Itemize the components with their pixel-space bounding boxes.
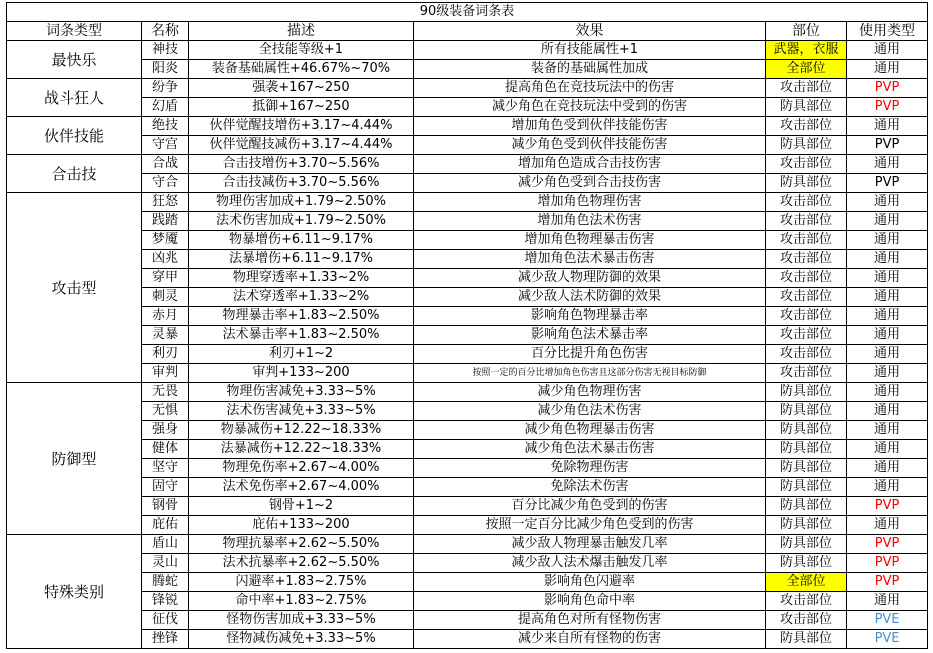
name-cell[interactable]: 守合 [142, 174, 189, 193]
use-type-cell[interactable]: 通用 [847, 307, 928, 326]
table-row [7, 117, 928, 136]
use-type-cell[interactable]: 通用 [847, 269, 928, 288]
effect-cell[interactable]: 免除物理伤害 [414, 459, 766, 478]
use-type-cell[interactable]: 通用 [847, 402, 928, 421]
slot-cell[interactable]: 防具部位 [766, 421, 847, 440]
slot-cell[interactable]: 攻击部位 [766, 345, 847, 364]
description-cell[interactable]: 钢骨+1~2 [189, 497, 414, 516]
use-type-cell[interactable]: 通用 [847, 155, 928, 174]
slot-cell[interactable]: 全部位 [766, 60, 847, 79]
effect-cell[interactable]: 增加角色物理伤害 [414, 193, 766, 212]
description-cell[interactable]: 法暴增伤+6.11~9.17% [189, 250, 414, 269]
use-type-cell[interactable]: 通用 [847, 212, 928, 231]
name-cell[interactable]: 征伐 [142, 611, 189, 630]
table-row [7, 440, 928, 459]
table-row [7, 193, 928, 212]
table-row [7, 402, 928, 421]
effect-cell[interactable]: 提高角色在竞技玩法中的伤害 [414, 79, 766, 98]
description-cell[interactable]: 物暴增伤+6.11~9.17% [189, 231, 414, 250]
name-cell[interactable]: 梦魇 [142, 231, 189, 250]
name-cell[interactable]: 合战 [142, 155, 189, 174]
description-cell[interactable]: 装备基础属性+46.67%~70% [189, 60, 414, 79]
slot-cell[interactable]: 防具部位 [766, 174, 847, 193]
name-cell[interactable]: 刺灵 [142, 288, 189, 307]
slot-cell[interactable]: 攻击部位 [766, 326, 847, 345]
use-type-cell[interactable]: 通用 [847, 326, 928, 345]
effect-cell[interactable]: 提高角色对所有怪物伤害 [414, 611, 766, 630]
effect-cell[interactable]: 影响角色物理暴击率 [414, 307, 766, 326]
name-cell[interactable]: 纷争 [142, 79, 189, 98]
slot-cell[interactable]: 攻击部位 [766, 155, 847, 174]
name-cell[interactable]: 健体 [142, 440, 189, 459]
slot-cell[interactable]: 防具部位 [766, 402, 847, 421]
name-cell[interactable]: 锋锐 [142, 592, 189, 611]
slot-cell[interactable]: 攻击部位 [766, 250, 847, 269]
slot-cell[interactable]: 攻击部位 [766, 611, 847, 630]
category-cell[interactable]: 防御型 [7, 383, 142, 535]
slot-cell[interactable]: 攻击部位 [766, 212, 847, 231]
table-row [7, 421, 928, 440]
effect-cell[interactable]: 减少角色法术伤害 [414, 402, 766, 421]
use-type-cell[interactable]: 通用 [847, 193, 928, 212]
name-cell[interactable]: 践踏 [142, 212, 189, 231]
description-cell[interactable]: 法术暴击率+1.83~2.50% [189, 326, 414, 345]
description-cell[interactable]: 伙伴觉醒技增伤+3.17~4.44% [189, 117, 414, 136]
effect-cell[interactable]: 百分比减少角色受到的伤害 [414, 497, 766, 516]
use-type-cell[interactable]: PVE [847, 611, 928, 630]
slot-cell[interactable]: 攻击部位 [766, 592, 847, 611]
slot-cell[interactable]: 攻击部位 [766, 364, 847, 383]
table-row [7, 630, 928, 649]
slot-cell[interactable]: 防具部位 [766, 136, 847, 155]
use-type-cell[interactable]: PVP [847, 79, 928, 98]
effect-cell[interactable]: 所有技能属性+1 [414, 41, 766, 60]
category-cell[interactable]: 最快乐 [7, 41, 142, 79]
header-row [7, 22, 928, 41]
slot-cell[interactable]: 武器，衣服 [766, 41, 847, 60]
description-cell[interactable]: 全技能等级+1 [189, 41, 414, 60]
description-cell[interactable]: 物暴减伤+12.22~18.33% [189, 421, 414, 440]
use-type-cell[interactable]: PVP [847, 98, 928, 117]
table-row [7, 174, 928, 193]
use-type-cell[interactable]: 通用 [847, 421, 928, 440]
name-cell[interactable]: 赤月 [142, 307, 189, 326]
table-row [7, 345, 928, 364]
use-type-cell[interactable]: 通用 [847, 345, 928, 364]
name-cell[interactable]: 阳炎 [142, 60, 189, 79]
description-cell[interactable]: 物理伤害加成+1.79~2.50% [189, 193, 414, 212]
use-type-cell[interactable]: PVP [847, 497, 928, 516]
table-row [7, 592, 928, 611]
slot-cell[interactable]: 防具部位 [766, 459, 847, 478]
name-cell[interactable]: 庇佑 [142, 516, 189, 535]
effect-cell[interactable]: 装备的基础属性加成 [414, 60, 766, 79]
category-cell[interactable]: 攻击型 [7, 193, 142, 383]
effect-cell[interactable]: 按照一定百分比减少角色受到的伤害 [414, 516, 766, 535]
use-type-cell[interactable]: 通用 [847, 364, 928, 383]
description-cell[interactable]: 法术抗暴率+2.62~5.50% [189, 554, 414, 573]
slot-cell[interactable]: 攻击部位 [766, 288, 847, 307]
slot-cell[interactable]: 防具部位 [766, 478, 847, 497]
slot-cell[interactable]: 防具部位 [766, 516, 847, 535]
title-row [7, 3, 928, 22]
name-cell[interactable]: 无惧 [142, 402, 189, 421]
use-type-cell[interactable]: 通用 [847, 41, 928, 60]
use-type-cell[interactable]: 通用 [847, 288, 928, 307]
use-type-cell[interactable]: 通用 [847, 117, 928, 136]
description-cell[interactable]: 物理抗暴率+2.62~5.50% [189, 535, 414, 554]
effect-cell[interactable]: 减少角色法术暴击伤害 [414, 440, 766, 459]
table-row [7, 269, 928, 288]
name-cell[interactable]: 灵山 [142, 554, 189, 573]
effect-cell[interactable]: 减少角色受到伙伴技能伤害 [414, 136, 766, 155]
use-type-cell[interactable]: PVP [847, 535, 928, 554]
header-description[interactable]: 描述 [189, 22, 414, 41]
effect-cell[interactable]: 减少敌人法术爆击触发几率 [414, 554, 766, 573]
table-row [7, 231, 928, 250]
effect-cell[interactable]: 百分比提升角色伤害 [414, 345, 766, 364]
name-cell[interactable]: 腾蛇 [142, 573, 189, 592]
description-cell[interactable]: 物理免伤率+2.67~4.00% [189, 459, 414, 478]
category-cell[interactable]: 伙伴技能 [7, 117, 142, 155]
use-type-cell[interactable]: 通用 [847, 250, 928, 269]
name-cell[interactable]: 守宫 [142, 136, 189, 155]
use-type-cell[interactable]: 通用 [847, 592, 928, 611]
description-cell[interactable]: 强袭+167~250 [189, 79, 414, 98]
header-name[interactable]: 名称 [142, 22, 189, 41]
name-cell[interactable]: 盾山 [142, 535, 189, 554]
effect-cell[interactable]: 增加角色法术伤害 [414, 212, 766, 231]
slot-cell[interactable]: 攻击部位 [766, 193, 847, 212]
header-category[interactable]: 词条类型 [7, 22, 142, 41]
use-type-cell[interactable]: PVP [847, 136, 928, 155]
table-row [7, 98, 928, 117]
description-cell[interactable]: 法术免伤率+2.67~4.00% [189, 478, 414, 497]
effect-cell[interactable]: 减少角色物理暴击伤害 [414, 421, 766, 440]
use-type-cell[interactable]: 通用 [847, 383, 928, 402]
effect-cell[interactable]: 增加角色造成合击技伤害 [414, 155, 766, 174]
effect-cell[interactable]: 减少敌人物理暴击触发几率 [414, 535, 766, 554]
use-type-cell[interactable]: 通用 [847, 231, 928, 250]
table-row [7, 611, 928, 630]
table-row [7, 79, 928, 98]
effect-cell[interactable]: 影响角色法术暴击率 [414, 326, 766, 345]
header-slot[interactable]: 部位 [766, 22, 847, 41]
use-type-cell[interactable]: PVP [847, 174, 928, 193]
effect-cell[interactable]: 减少敌人物理防御的效果 [414, 269, 766, 288]
effect-cell[interactable]: 增加角色法术暴击伤害 [414, 250, 766, 269]
name-cell[interactable]: 强身 [142, 421, 189, 440]
header-use-type[interactable]: 使用类型 [847, 22, 928, 41]
equipment-affix-table [6, 2, 928, 649]
description-cell[interactable]: 物理穿透率+1.33~2% [189, 269, 414, 288]
description-cell[interactable]: 审判+133~200 [189, 364, 414, 383]
effect-cell[interactable]: 减少敌人法术防御的效果 [414, 288, 766, 307]
category-cell[interactable]: 特殊类别 [7, 535, 142, 649]
description-cell[interactable]: 怪物伤害加成+3.33~5% [189, 611, 414, 630]
header-effect[interactable]: 效果 [414, 22, 766, 41]
effect-cell[interactable]: 增加角色物理暴击伤害 [414, 231, 766, 250]
description-cell[interactable]: 法术伤害加成+1.79~2.50% [189, 212, 414, 231]
slot-cell[interactable]: 防具部位 [766, 630, 847, 649]
category-cell[interactable]: 战斗狂人 [7, 79, 142, 117]
description-cell[interactable]: 法术穿透率+1.33~2% [189, 288, 414, 307]
table-row [7, 573, 928, 592]
description-cell[interactable]: 庇佑+133~200 [189, 516, 414, 535]
name-cell[interactable]: 穿甲 [142, 269, 189, 288]
use-type-cell[interactable]: 通用 [847, 60, 928, 79]
table-row [7, 307, 928, 326]
name-cell[interactable]: 凶兆 [142, 250, 189, 269]
table-row [7, 364, 928, 383]
effect-cell[interactable]: 影响角色命中率 [414, 592, 766, 611]
description-cell[interactable]: 怪物减伤减免+3.33~5% [189, 630, 414, 649]
category-cell[interactable]: 合击技 [7, 155, 142, 193]
effect-cell[interactable]: 按照一定的百分比增加角色伤害且这部分伤害无视目标防御 [414, 364, 766, 383]
slot-cell[interactable]: 攻击部位 [766, 117, 847, 136]
table-row [7, 41, 928, 60]
slot-cell[interactable]: 防具部位 [766, 497, 847, 516]
description-cell[interactable]: 物理暴击率+1.83~2.50% [189, 307, 414, 326]
table-row [7, 478, 928, 497]
name-cell[interactable]: 绝技 [142, 117, 189, 136]
table-row [7, 136, 928, 155]
name-cell[interactable]: 钢骨 [142, 497, 189, 516]
use-type-cell[interactable]: 通用 [847, 440, 928, 459]
effect-cell[interactable]: 减少角色受到合击技伤害 [414, 174, 766, 193]
table-title[interactable]: 90级装备词条表 [7, 3, 928, 22]
slot-cell[interactable]: 攻击部位 [766, 269, 847, 288]
name-cell[interactable]: 灵暴 [142, 326, 189, 345]
description-cell[interactable]: 物理伤害减免+3.33~5% [189, 383, 414, 402]
table-row [7, 60, 928, 79]
name-cell[interactable]: 狂怒 [142, 193, 189, 212]
slot-cell[interactable]: 防具部位 [766, 440, 847, 459]
table-row [7, 155, 928, 174]
description-cell[interactable]: 闪避率+1.83~2.75% [189, 573, 414, 592]
effect-cell[interactable]: 减少角色在竞技玩法中受到的伤害 [414, 98, 766, 117]
effect-cell[interactable]: 减少来自所有怪物的伤害 [414, 630, 766, 649]
table-row [7, 212, 928, 231]
description-cell[interactable]: 伙伴觉醒技减伤+3.17~4.44% [189, 136, 414, 155]
use-type-cell[interactable]: PVP [847, 573, 928, 592]
description-cell[interactable]: 合击技增伤+3.70~5.56% [189, 155, 414, 174]
table-row [7, 250, 928, 269]
slot-cell[interactable]: 防具部位 [766, 98, 847, 117]
name-cell[interactable]: 无畏 [142, 383, 189, 402]
use-type-cell[interactable]: 通用 [847, 478, 928, 497]
description-cell[interactable]: 法术伤害减免+3.33~5% [189, 402, 414, 421]
effect-cell[interactable]: 减少角色物理伤害 [414, 383, 766, 402]
effect-cell[interactable]: 影响角色闪避率 [414, 573, 766, 592]
name-cell[interactable]: 利刃 [142, 345, 189, 364]
effect-cell[interactable]: 增加角色受到伙伴技能伤害 [414, 117, 766, 136]
slot-cell[interactable]: 攻击部位 [766, 231, 847, 250]
table-row [7, 459, 928, 478]
use-type-cell[interactable]: PVP [847, 554, 928, 573]
use-type-cell[interactable]: 通用 [847, 516, 928, 535]
description-cell[interactable]: 抵御+167~250 [189, 98, 414, 117]
table-row [7, 535, 928, 554]
slot-cell[interactable]: 防具部位 [766, 535, 847, 554]
description-cell[interactable]: 命中率+1.83~2.75% [189, 592, 414, 611]
description-cell[interactable]: 利刃+1~2 [189, 345, 414, 364]
table-row [7, 383, 928, 402]
description-cell[interactable]: 合击技减伤+3.70~5.56% [189, 174, 414, 193]
slot-cell[interactable]: 攻击部位 [766, 307, 847, 326]
table-row [7, 516, 928, 535]
slot-cell[interactable]: 全部位 [766, 573, 847, 592]
name-cell[interactable]: 神技 [142, 41, 189, 60]
description-cell[interactable]: 法暴减伤+12.22~18.33% [189, 440, 414, 459]
name-cell[interactable]: 审判 [142, 364, 189, 383]
name-cell[interactable]: 挫锋 [142, 630, 189, 649]
name-cell[interactable]: 坚守 [142, 459, 189, 478]
table-row [7, 326, 928, 345]
slot-cell[interactable]: 防具部位 [766, 554, 847, 573]
table-row [7, 554, 928, 573]
table-row [7, 288, 928, 307]
name-cell[interactable]: 幻盾 [142, 98, 189, 117]
slot-cell[interactable]: 防具部位 [766, 383, 847, 402]
slot-cell[interactable]: 攻击部位 [766, 79, 847, 98]
effect-cell[interactable]: 免除法术伤害 [414, 478, 766, 497]
use-type-cell[interactable]: PVE [847, 630, 928, 649]
use-type-cell[interactable]: 通用 [847, 459, 928, 478]
table-row [7, 497, 928, 516]
name-cell[interactable]: 固守 [142, 478, 189, 497]
